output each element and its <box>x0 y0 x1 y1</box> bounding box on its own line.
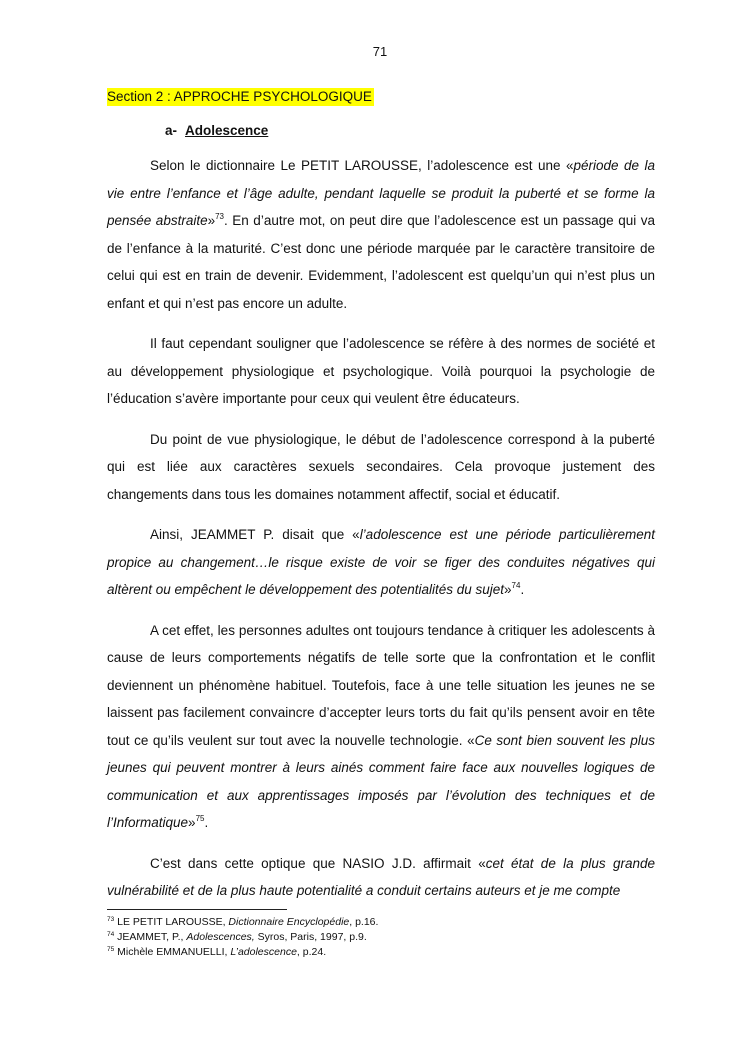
paragraph <box>107 521 655 604</box>
footnote-text: Michèle EMMANUELLI, <box>114 946 231 958</box>
paragraph-text: C’est dans cette optique que NASIO J.D. affirmait « <box>150 855 486 871</box>
footnote-ref: 75 <box>195 814 205 823</box>
footnote-divider <box>107 909 287 910</box>
footnote-title: L’adolescence <box>230 946 297 958</box>
footnote-text: JEAMMET, P., <box>114 931 187 943</box>
footnote-number: 75 <box>107 946 115 953</box>
paragraph <box>107 152 655 317</box>
footnote <box>107 930 667 945</box>
paragraph-text: . <box>204 815 209 830</box>
page-number: 71 <box>372 44 388 59</box>
paragraph <box>107 850 655 905</box>
paragraph-text: Il faut cependant souligner que l’adolescence se réfère à des normes de société et au développement physiologique et psychologique. Voilà pourquoi la psychologie de l’éducation s’avère importante pour ceux qui veulent être éducateurs. <box>107 336 655 406</box>
footnote <box>107 915 667 930</box>
paragraph <box>107 330 655 413</box>
paragraph-text: » <box>188 815 196 830</box>
footnote-text: Syros, Paris, 1997, p.9. <box>254 931 367 943</box>
footnote <box>107 945 667 960</box>
paragraph-text: Ainsi, JEAMMET P. disait que « <box>150 527 360 542</box>
paragraph-text: Du point de vue physiologique, le début de l’adolescence correspond à la puberté qui est liée aux caractères sexuels secondaires. Cela provoque justement des changements dans tous les domaines notamment affectif, social et éducatif. <box>107 431 655 502</box>
quote: l’adolescence est une période particulièrement propice au changement…le risque existe de voir se figer des conduites négatives qui altèrent ou empêchent le développement des potentialités du sujet <box>107 527 655 597</box>
section-heading: Section 2 : APPROCHE PSYCHOLOGIQUE <box>107 89 372 104</box>
paragraph-text: . <box>520 582 525 597</box>
quote: Ce sont bien souvent les plus jeunes qui peuvent montrer à leurs ainés comment faire face aux nouvelles logiques de communication et aux apprentissages imposés par l’évolution des techniques et de l’Informatique <box>107 732 656 830</box>
body-text <box>107 152 655 918</box>
paragraph-text: . En d’autre mot, on peut dire que l’adolescence est un passage qui va de l’enfance à la maturité. C’est donc une période marquée par le caractère transitoire de celui qui est en train de devenir. Evidemment, l’adolescent est quelqu’un qui n’est plus un enfant et qui n’est pas encore un adulte. <box>107 213 655 311</box>
quote: cet état de la plus grande vulnérabilité et de la plus haute potentialité a conduit certains auteurs et je me compte <box>107 855 655 898</box>
footnote-text: , p.16. <box>349 916 379 928</box>
paragraph <box>107 426 655 509</box>
paragraph-text: » <box>207 213 216 228</box>
subsection-title: Adolescence <box>185 123 269 138</box>
footnote-number: 74 <box>107 931 115 938</box>
footnote-number: 73 <box>107 916 115 923</box>
footnote-text: LE PETIT LAROUSSE, <box>114 916 229 928</box>
footnotes <box>107 915 667 960</box>
footnote-ref: 73 <box>215 212 225 221</box>
footnote-title: Dictionnaire Encyclopédie <box>228 916 350 928</box>
footnote-title: Adolescences, <box>186 931 255 943</box>
footnote-text: , p.24. <box>296 946 327 958</box>
paragraph-text: A cet effet, les personnes adultes ont toujours tendance à critiquer les adolescents à cause de leurs comportements négatifs de telle sorte que la confrontation et le conflit deviennent un phénomène habituel. Toutefois, face à une telle situation les jeunes ne se laissent pas facilement convaincre d’accepter leurs torts du fait qu’ils pensent avoir en tête tout ce qu’ils veulent sur tout avec la nouvelle technologie. « <box>107 622 655 748</box>
subsection-heading <box>165 123 268 138</box>
quote: période de la vie entre l’enfance et l’âge adulte, pendant laquelle se produit la puberté et se forme la pensée abstraite <box>107 158 656 228</box>
subsection-letter: a- <box>165 123 178 138</box>
paragraph <box>107 617 655 837</box>
paragraph-text: » <box>504 582 512 597</box>
paragraph-text: Selon le dictionnaire Le PETIT LAROUSSE, l’adolescence est une « <box>150 158 574 173</box>
footnote-ref: 74 <box>511 581 521 590</box>
